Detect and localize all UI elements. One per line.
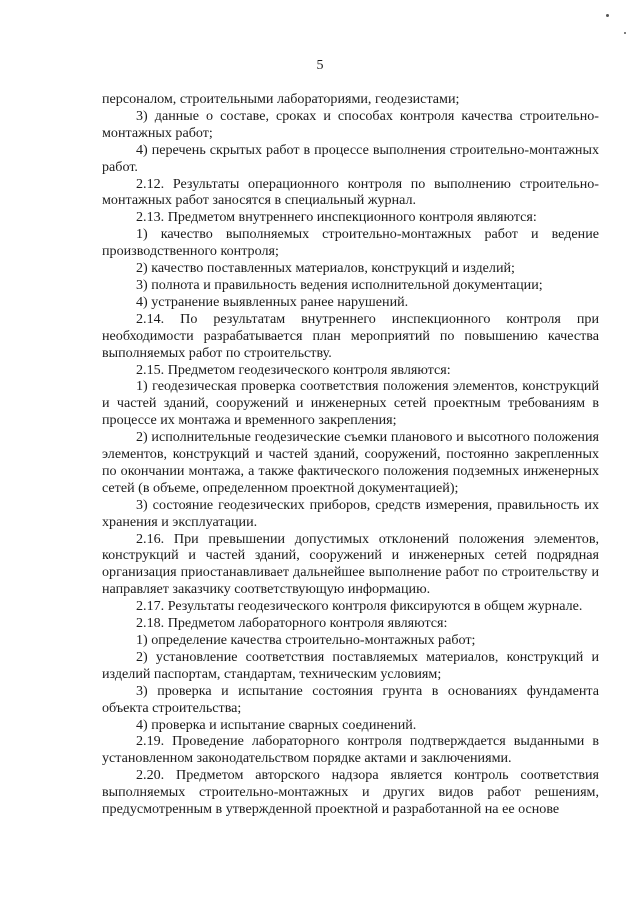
paragraph: 4) перечень скрытых работ в процессе выполнения строительно-монтажных работ. bbox=[102, 141, 599, 175]
paragraph: 4) проверка и испытание сварных соединений. bbox=[136, 716, 417, 733]
paragraph: 2.13. Предметом внутреннего инспекционного контроля являются: bbox=[136, 209, 537, 226]
paragraph: 2.14. По результатам внутреннего инспекционного контроля при необходимости разрабатывается план мероприятий по повышению качества выполняемых работ по строительству. bbox=[102, 310, 599, 361]
paragraph: 2.17. Результаты геодезического контроля фиксируются в общем журнале. bbox=[136, 598, 583, 615]
paragraph: 3) проверка и испытание состояния грунта в основаниях фундамента объекта строительства; bbox=[102, 682, 599, 716]
paragraph: 3) данные о составе, сроках и способах контроля качества строительно-монтажных работ; bbox=[102, 107, 599, 141]
paragraph: 2.16. При превышении допустимых отклонений положения элементов, конструкций и частей зданий, сооружений и инженерных сетей подрядная организация приостанавливает дальнейшее выполнение работ по строительству и направляет заказчику соответствующую информацию. bbox=[102, 530, 599, 598]
paragraph: персоналом, строительными лабораториями, геодезистами; bbox=[102, 91, 460, 107]
paragraph: 3) состояние геодезических приборов, средств измерения, правильность их хранения и эксплуатации. bbox=[102, 496, 599, 530]
paragraph: 2) исполнительные геодезические съемки планового и высотного положения элементов, конструкций и частей зданий, сооружений, постоянно закрепленных по окончании монтажа, а также фактического положения подземных инженерных сетей (в объеме, определенном проектной документацией); bbox=[102, 429, 599, 496]
paragraph: 4) устранение выявленных ранее нарушений. bbox=[136, 293, 409, 310]
paragraph: 1) определение качества строительно-монтажных работ; bbox=[136, 632, 476, 648]
paragraph: 2) качество поставленных материалов, конструкций и изделий; bbox=[136, 260, 515, 277]
paragraph: 1) геодезическая проверка соответствия положения элементов, конструкций и частей зданий, сооружений и инженерных сетей проектным требованиям в процессе их монтажа и временного закрепления; bbox=[102, 378, 599, 429]
page-number: 5 bbox=[316, 58, 324, 73]
paragraph: 2) установление соответствия поставляемых материалов, конструкций и изделий паспортам, стандартам, техническим условиям; bbox=[102, 648, 599, 682]
scan-speck bbox=[624, 32, 626, 34]
paragraph: 2.15. Предметом геодезического контроля являются: bbox=[136, 361, 451, 378]
paragraph: 3) полнота и правильность ведения исполнительной документации; bbox=[136, 276, 543, 293]
paragraph: 1) качество выполняемых строительно-монтажных работ и ведение производственного контроля; bbox=[102, 226, 599, 260]
paragraph: 2.19. Проведение лабораторного контроля подтверждается выданными в установленном законодательством порядке актами и заключениями. bbox=[102, 733, 599, 767]
paragraph: 2.20. Предметом авторского надзора является контроль соответствия выполняемых строительно-монтажных и других видов работ решениям, предусмотренным в утвержденной проектной и разработанной на ее основе bbox=[102, 767, 599, 818]
paragraph: 2.12. Результаты операционного контроля по выполнению строительно-монтажных работ заносятся в специальный журнал. bbox=[102, 175, 599, 209]
paragraph: 2.18. Предметом лабораторного контроля являются: bbox=[136, 615, 448, 632]
document-body bbox=[102, 91, 599, 818]
scan-speck bbox=[606, 14, 609, 17]
